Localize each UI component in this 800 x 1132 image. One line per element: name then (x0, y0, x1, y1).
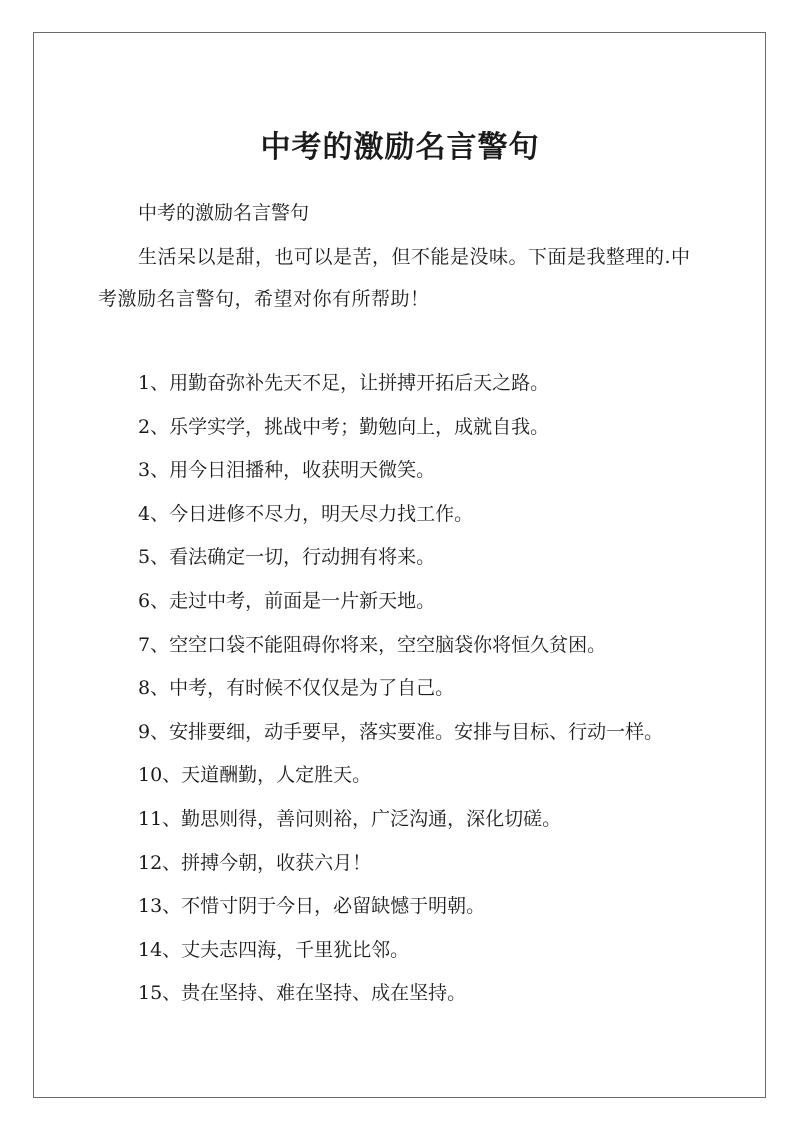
list-item: 8、中考，有时候不仅仅是为了自己。 (138, 677, 455, 700)
list-item: 4、今日进修不尽力，明天尽力找工作。 (138, 502, 474, 525)
list-item: 11、勤思则得，善问则裕，广泛沟通，深化切磋。 (138, 807, 562, 830)
quote-list (138, 362, 718, 1016)
list-item: 9、安排要细，动手要早，落实要准。安排与目标、行动一样。 (138, 720, 664, 743)
intro-paragraph: 生活呆以是甜，也可以是苦，但不能是没味。下面是我整理的.中考激励名言警句，希望对你有所帮助！ (98, 246, 691, 310)
list-item: 3、用今日泪播种，收获明天微笑。 (138, 459, 436, 482)
list-item: 7、空空口袋不能阻碍你将来，空空脑袋你将恒久贫困。 (138, 633, 607, 656)
list-item: 10、天道酬勤，人定胜天。 (138, 764, 372, 787)
list-item: 2、乐学实学，挑战中考；勤勉向上，成就自我。 (138, 415, 550, 438)
list-item: 12、拼搏今朝，收获六月！ (138, 851, 372, 874)
document-title: 中考的激励名言警句 (260, 130, 540, 165)
list-item: 13、不惜寸阴于今日，必留缺憾于明朝。 (138, 895, 486, 918)
list-item: 14、丈夫志四海，千里犹比邻。 (138, 938, 410, 961)
list-item: 1、用勤奋弥补先天不足，让拼搏开拓后天之路。 (138, 372, 550, 394)
list-item: 6、走过中考，前面是一片新天地。 (138, 589, 436, 612)
list-item: 5、看法确定一切，行动拥有将来。 (138, 546, 436, 569)
document-subtitle: 中考的激励名言警句 (138, 202, 310, 224)
list-item: 15、贵在坚持、难在坚持、成在坚持。 (138, 982, 467, 1005)
